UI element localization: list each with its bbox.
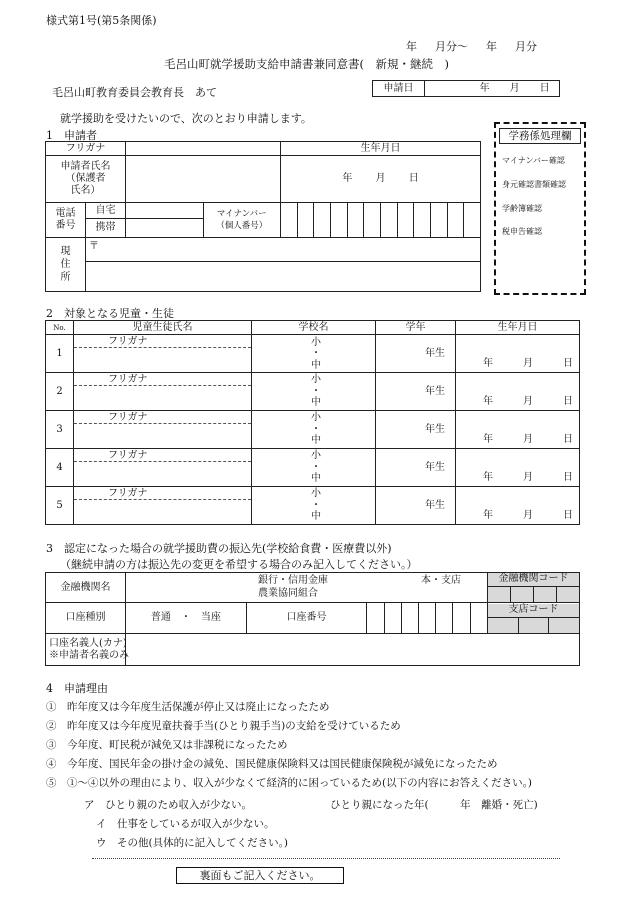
child-birth-day: 日 [563,510,573,521]
period-month-from: 月分～ [435,40,468,53]
bank-code-cell [488,573,580,603]
holder-label-2: ※申請者名義のみ [49,649,129,661]
birth-year: 年 [342,173,353,184]
footer-note: 裏面もご記入ください。 [176,867,344,884]
application-date-label: 申請日 [373,81,425,97]
name-label-2: （保護者 [65,173,106,184]
section4-heading: 4 申請理由 [46,682,108,695]
school-chu: 中 [311,473,321,485]
child-school-field[interactable] [252,373,376,411]
child-birth-month: 月 [523,510,533,521]
grade-suffix: 年生 [425,461,445,473]
account-number-field[interactable] [367,603,488,634]
mobile-phone-label: 携帯 [86,219,126,238]
child-birth-day: 日 [563,434,573,446]
applicant-birth-field[interactable] [281,156,481,203]
app-month: 月 [509,82,520,94]
grade-suffix: 年生 [425,347,445,359]
reason-item[interactable] [46,718,401,733]
phone-label [46,203,86,238]
child-birth-field[interactable] [456,411,580,449]
reason-item[interactable] [46,775,532,790]
child-birth-field[interactable] [456,335,580,373]
office-item-4: 税申告確認 [502,227,542,236]
child-birth-year: 年 [483,358,493,370]
mynumber-label [203,203,281,238]
reason-text: ①～④以外の理由により、収入が少なくて経済的に困っているため(以下の内容にお答えください。) [67,777,532,789]
bank-code-label: 金融機関コード [488,573,579,587]
child-grade-field[interactable] [376,411,456,449]
office-use-box [494,122,586,295]
child-name-field[interactable] [74,373,252,411]
school-sho: 小 [311,336,321,348]
child-name-field[interactable] [74,335,252,373]
child-grade-field[interactable] [376,335,456,373]
phone-label-1: 電話 [55,208,76,219]
child-row [46,449,580,487]
col-birth: 生年月日 [456,321,580,335]
intro-text: 就学援助を受けたいので、次のとおり申請します。 [60,112,312,125]
child-grade-field[interactable] [376,373,456,411]
reason-mark: ④ [46,758,57,770]
child-birth-year: 年 [483,510,493,521]
school-sho: 小 [311,488,321,500]
birth-month: 月 [375,173,386,184]
bank-name-field[interactable] [126,573,488,603]
school-dot: ・ [311,385,321,397]
mynumber-label-1: マイナンバー [216,209,267,219]
app-day: 日 [539,82,550,94]
office-use-title: 学務係処理欄 [499,128,581,144]
school-sho: 小 [311,374,321,386]
applicant-table [45,141,481,292]
addressee: 毛呂山町教育委員会教育長 あて [52,86,217,99]
application-date-field[interactable] [425,81,560,97]
child-row [46,487,580,525]
child-furigana: フリガナ [74,373,251,386]
col-grade: 学年 [376,321,456,335]
child-no: 2 [46,373,74,411]
school-sho: 小 [311,450,321,462]
children-rows [46,335,580,525]
child-birth-day: 日 [563,396,573,408]
postal-line [86,238,480,262]
child-row [46,411,580,449]
section1-heading: 1 申請者 [46,129,97,142]
reason-text: 昨年度又は今年度生活保護が停止又は廃止になったため [67,701,330,713]
child-birth-day: 日 [563,358,573,370]
applicant-name-label [46,156,126,203]
name-label-3: 氏名） [70,185,101,196]
children-table [45,320,580,525]
birth-label: 生年月日 [281,142,481,156]
sub-option-a[interactable]: ア ひとり親のため収入が少ない。 [84,799,252,811]
school-sho: 小 [311,412,321,424]
child-birth-month: 月 [523,396,533,408]
reason-mark: ③ [46,739,57,751]
school-dot: ・ [311,348,321,360]
period-year: 年 [406,40,417,53]
child-furigana: フリガナ [74,449,251,462]
application-date-box [372,80,560,97]
child-birth-field[interactable] [456,487,580,525]
child-birth-year: 年 [483,434,493,446]
reason-text: 今年度、町民税が減免又は非課税になったため [67,739,288,751]
child-school-field[interactable] [252,449,376,487]
child-grade-field[interactable] [376,449,456,487]
bank-types-1: 銀行・信用金庫 [258,575,328,586]
child-birth-day: 日 [563,472,573,484]
applicant-name-field[interactable] [126,156,281,203]
child-birth-month: 月 [523,358,533,370]
bank-table [45,572,580,666]
holder-label-1: 口座名義人(カナ) [49,637,127,649]
birth-day: 日 [408,173,419,184]
reason-item[interactable] [46,699,330,714]
reason-item[interactable] [46,737,288,752]
child-school-field[interactable] [252,487,376,525]
address-label-1: 現 [60,246,71,257]
account-holder-label [46,634,129,666]
child-name-field[interactable] [74,449,252,487]
home-phone-field[interactable] [126,203,204,219]
child-furigana: フリガナ [74,335,251,348]
child-grade-field[interactable] [376,487,456,525]
grade-suffix: 年生 [425,423,445,435]
col-no: No. [46,321,74,335]
app-year: 年 [479,82,490,94]
period-month-to: 月分 [515,40,537,53]
child-furigana: フリガナ [74,487,251,500]
period [406,38,537,54]
office-item-1: マイナンバー確認 [502,156,565,165]
school-dot: ・ [311,499,321,511]
reason-mark: ① [46,701,57,713]
form-title: 毛呂山町就学援助支給申請書兼同意書( 新規・継続 ) [164,57,449,71]
section3-note: （継続申請の方は振込先の変更を希望する場合のみ記入してください。） [60,558,418,571]
dotted-line [92,858,560,859]
child-no: 5 [46,487,74,525]
sub-option-i[interactable]: イ 仕事をしているが収入が少ない。 [96,818,275,830]
child-name-field[interactable] [74,411,252,449]
home-phone-label: 自宅 [86,203,126,219]
school-dot: ・ [311,423,321,435]
child-furigana: フリガナ [74,411,251,424]
child-name-field[interactable] [74,487,252,525]
period-year-2: 年 [486,40,497,53]
office-item-2: 身元確認書類確認 [502,180,566,189]
postal-mark: 〒 [89,241,99,252]
account-type-field[interactable]: 普通 ・ 当座 [126,603,247,634]
reason-mark: ② [46,720,57,732]
reason-text: 今年度、国民年金の掛け金の減免、国民健康保険料又は国民健康保険税が減免になったため [67,758,498,770]
section3-heading: 3 認定になった場合の就学援助費の振込先(学校給食費・医療費以外) [46,542,392,555]
school-chu: 中 [311,511,321,523]
child-birth-field[interactable] [456,449,580,487]
bank-name-label: 金融機関名 [46,573,126,603]
child-no: 3 [46,411,74,449]
mynumber-field[interactable] [281,203,481,238]
sub-option-a-detail[interactable]: ひとり親になった年( 年 離婚・死亡) [330,799,538,811]
mynumber-label-2: （個人番号） [216,221,268,231]
name-label-1: 申請者氏名 [60,161,111,172]
office-item-3: 学齢簿確認 [502,204,542,213]
child-birth-month: 月 [523,434,533,446]
child-birth-field[interactable] [456,373,580,411]
reason-mark: ⑤ [46,777,57,789]
branch-code-cell [488,603,580,634]
account-holder-field[interactable] [126,634,580,666]
child-birth-month: 月 [523,472,533,484]
address-label-2: 住 [60,259,71,270]
section2-heading: 2 対象となる児童・生徒 [46,307,174,320]
branch-code-label: 支店コード [488,604,579,618]
grade-suffix: 年生 [425,499,445,511]
form-number: 様式第1号(第5条関係) [46,14,157,27]
child-no: 1 [46,335,74,373]
child-no: 4 [46,449,74,487]
account-number-label: 口座番号 [246,603,367,634]
address-field[interactable] [86,238,481,292]
child-row [46,373,580,411]
phone-label-2: 番号 [55,220,76,231]
school-dot: ・ [311,461,321,473]
furigana-label: フリガナ [46,142,126,156]
reason-item[interactable] [46,756,498,771]
address-label-3: 所 [60,272,71,283]
child-school-field[interactable] [252,335,376,373]
grade-suffix: 年生 [425,385,445,397]
child-row [46,335,580,373]
col-school: 学校名 [252,321,376,335]
sub-option-u[interactable]: ウ その他(具体的に記入してください。) [96,837,288,849]
school-chu: 中 [311,359,321,371]
furigana-field[interactable] [126,142,281,156]
child-birth-year: 年 [483,396,493,408]
account-type-label: 口座種別 [46,603,126,634]
address-label [46,238,86,292]
branch-code-field[interactable] [488,618,579,633]
child-birth-year: 年 [483,472,493,484]
school-chu: 中 [311,435,321,447]
bank-types-2: 農業協同組合 [258,588,318,599]
reason-text: 昨年度又は今年度児童扶養手当(ひとり親手当)の支給を受けているため [67,720,401,732]
bank-code-field[interactable] [488,587,579,602]
mobile-phone-field[interactable] [126,219,204,238]
branch-suffix: 本・支店 [421,575,461,586]
child-school-field[interactable] [252,411,376,449]
col-name: 児童生徒氏名 [74,321,252,335]
school-chu: 中 [311,397,321,409]
